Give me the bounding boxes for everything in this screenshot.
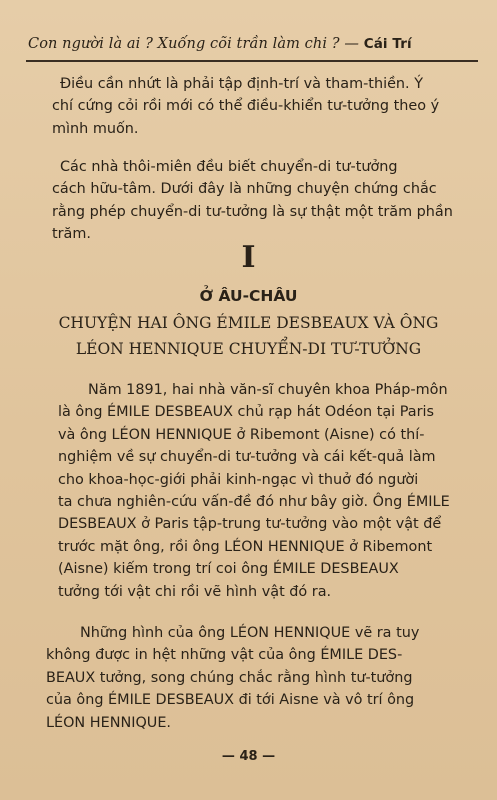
header-author: Cái Trí: [363, 36, 412, 52]
text-line: BEAUX tưởng, song chúng chắc rằng hình tư-tưởng: [46, 669, 413, 686]
text-line: chí cứng cỏi rồi mới có thể điều-khiển tư-tưởng theo ý: [52, 98, 440, 115]
paragraph-2: [52, 156, 478, 246]
paragraph-1: [52, 73, 478, 140]
running-header: [28, 36, 476, 52]
text-line: cách hữu-tâm. Dưới đây là những chuyện chứng chắc: [52, 181, 437, 198]
text-line: trăm.: [52, 226, 91, 243]
text-line: cho khoa-học-giới phải kinh-ngạc vì thuở đó người: [58, 471, 419, 488]
text-line: ta chưa nghiên-cứu vấn-đề đó như bây giờ. Ông ÉMILE: [58, 494, 450, 511]
text-line: Các nhà thôi-miên đều biết chuyển-di tư-tưởng: [60, 159, 398, 175]
page-number: — 48 —: [221, 749, 276, 764]
paragraph-3: [58, 379, 478, 603]
text-line: tưởng tới vật chi rồi vẽ hình vật đó ra.: [58, 583, 332, 600]
text-line: LÉON HENNIQUE.: [46, 714, 171, 731]
header-rule: [26, 60, 478, 62]
header-dash: —: [339, 36, 364, 52]
text-line: mình muốn.: [52, 120, 139, 137]
text-line: trước mặt ông, rồi ông LÉON HENNIQUE ở Ribemont: [58, 538, 433, 555]
paragraph-4: [46, 622, 478, 734]
text-line: rằng phép chuyển-di tư-tưởng là sự thật một trăm phần: [52, 203, 453, 220]
chapter-heading-line-2: LÉON HENNIQUE CHUYỂN-DI TƯ-TƯỞNG: [75, 340, 422, 358]
text-line: (Aisne) kiếm trong trí coi ông ÉMILE DESBEAUX: [58, 561, 399, 578]
chapter-heading-line-1: CHUYỆN HAI ÔNG ÉMILE DESBEAUX VÀ ÔNG: [58, 314, 439, 332]
text-line: Năm 1891, hai nhà văn-sĩ chuyên khoa Pháp-môn: [88, 382, 448, 398]
text-line: nghiệm về sự chuyển-di tư-tưởng và cái kết-quả làm: [58, 449, 436, 466]
text-line: là ông ÉMILE DESBEAUX chủ rạp hát Odéon tại Paris: [58, 404, 434, 421]
header-title: Con người là ai ? Xuống cõi trần làm chi ?: [28, 36, 340, 52]
section-title: Ở ÂU-CHÂU: [199, 287, 298, 305]
section-numeral: I: [241, 240, 256, 275]
text-line: DESBEAUX ở Paris tập-trung tư-tưởng vào một vật để: [58, 516, 442, 533]
text-line: và ông LÉON HENNIQUE ở Ribemont (Aisne) có thí-: [58, 426, 425, 443]
text-line: của ông ÉMILE DESBEAUX đi tới Aisne và vô trí ông: [46, 692, 415, 709]
text-line: Điều cần nhứt là phải tập định-trí và tham-thiền. Ý: [60, 76, 423, 92]
text-line: không được in hệt những vật của ông ÉMILE DES-: [46, 647, 403, 664]
text-line: Những hình của ông LÉON HENNIQUE vẽ ra tuy: [80, 625, 420, 641]
